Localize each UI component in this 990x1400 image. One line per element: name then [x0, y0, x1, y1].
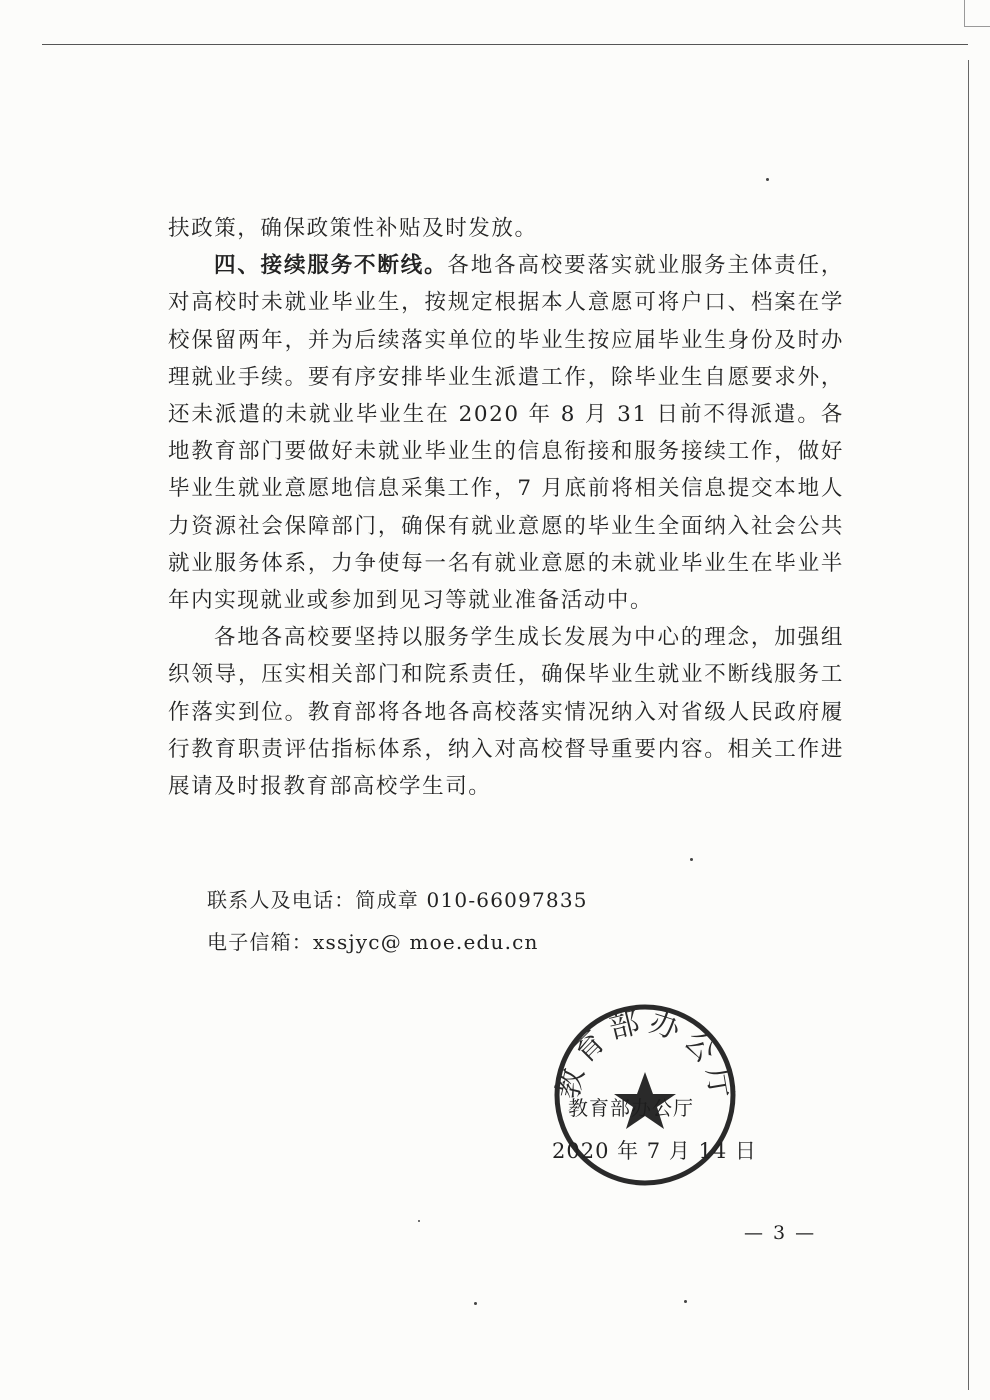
body-text [168, 210, 844, 805]
paragraph-text: 扶政策，确保政策性补贴及时发放。 [168, 216, 538, 241]
contact-phone: 联系人及电话：简成章 010-66097835 [207, 888, 588, 912]
right-margin-rule [968, 60, 969, 1390]
paragraph-text: 各地各高校要坚持以服务学生成长发展为中心的理念，加强组织领导，压实相关部门和院系责任，确保毕业生就业不断线服务工作落实到位。教育部将各地各高校落实情况纳入对省级人民政府履行教育职责评估指标体系，纳入对高校督导重要内容。相关工作进展请及时报教育部高校学生司。 [168, 625, 844, 800]
seal-text: 教育部办公厅 [550, 1003, 740, 1107]
signing-date: 2020 年 7 月 14 日 [552, 1139, 757, 1163]
paragraph-text: 各地各高校要落实就业服务主体责任，对高校时未就业毕业生，按规定根据本人意愿可将户口、档案在学校保留两年，并为后续落实单位的毕业生按应届毕业生身份及时办理就业手续。要有序安排毕业生派遣工作，除毕业生自愿要求外，还未派遣的未就业毕业生在 2020 年 8 月 31 日前不得派遣。各地教育部门要做好未就业毕业生的信息衔接和服务接续工作，做好毕业生就业意愿地信息采集工作，7 月底前将相关信息提交本地人力资源社会保障部门，确保有就业意愿的毕业生全面纳入社会公共就业服务体系，力争使每一名有就业意愿的未就业毕业生在毕业半年内实现就业或参加到见习等就业准备活动中。 [168, 253, 844, 614]
paragraph-continued [168, 210, 844, 247]
paragraph-section-four [168, 247, 844, 619]
paragraph-closing [168, 619, 844, 805]
contact-email: 电子信箱：xssjyc@ moe.edu.cn [207, 930, 539, 954]
scan-speck [766, 178, 769, 181]
scan-corner-mark [964, 0, 990, 27]
scan-speck [690, 858, 693, 861]
top-rule [42, 44, 968, 45]
page-number: — 3 — [744, 1222, 817, 1244]
scan-speck [684, 1300, 687, 1303]
section-heading: 四、接续服务不断线。 [214, 253, 448, 279]
signing-office: 教育部办公厅 [568, 1096, 694, 1120]
scan-speck [418, 1220, 420, 1222]
scan-speck [474, 1302, 477, 1305]
